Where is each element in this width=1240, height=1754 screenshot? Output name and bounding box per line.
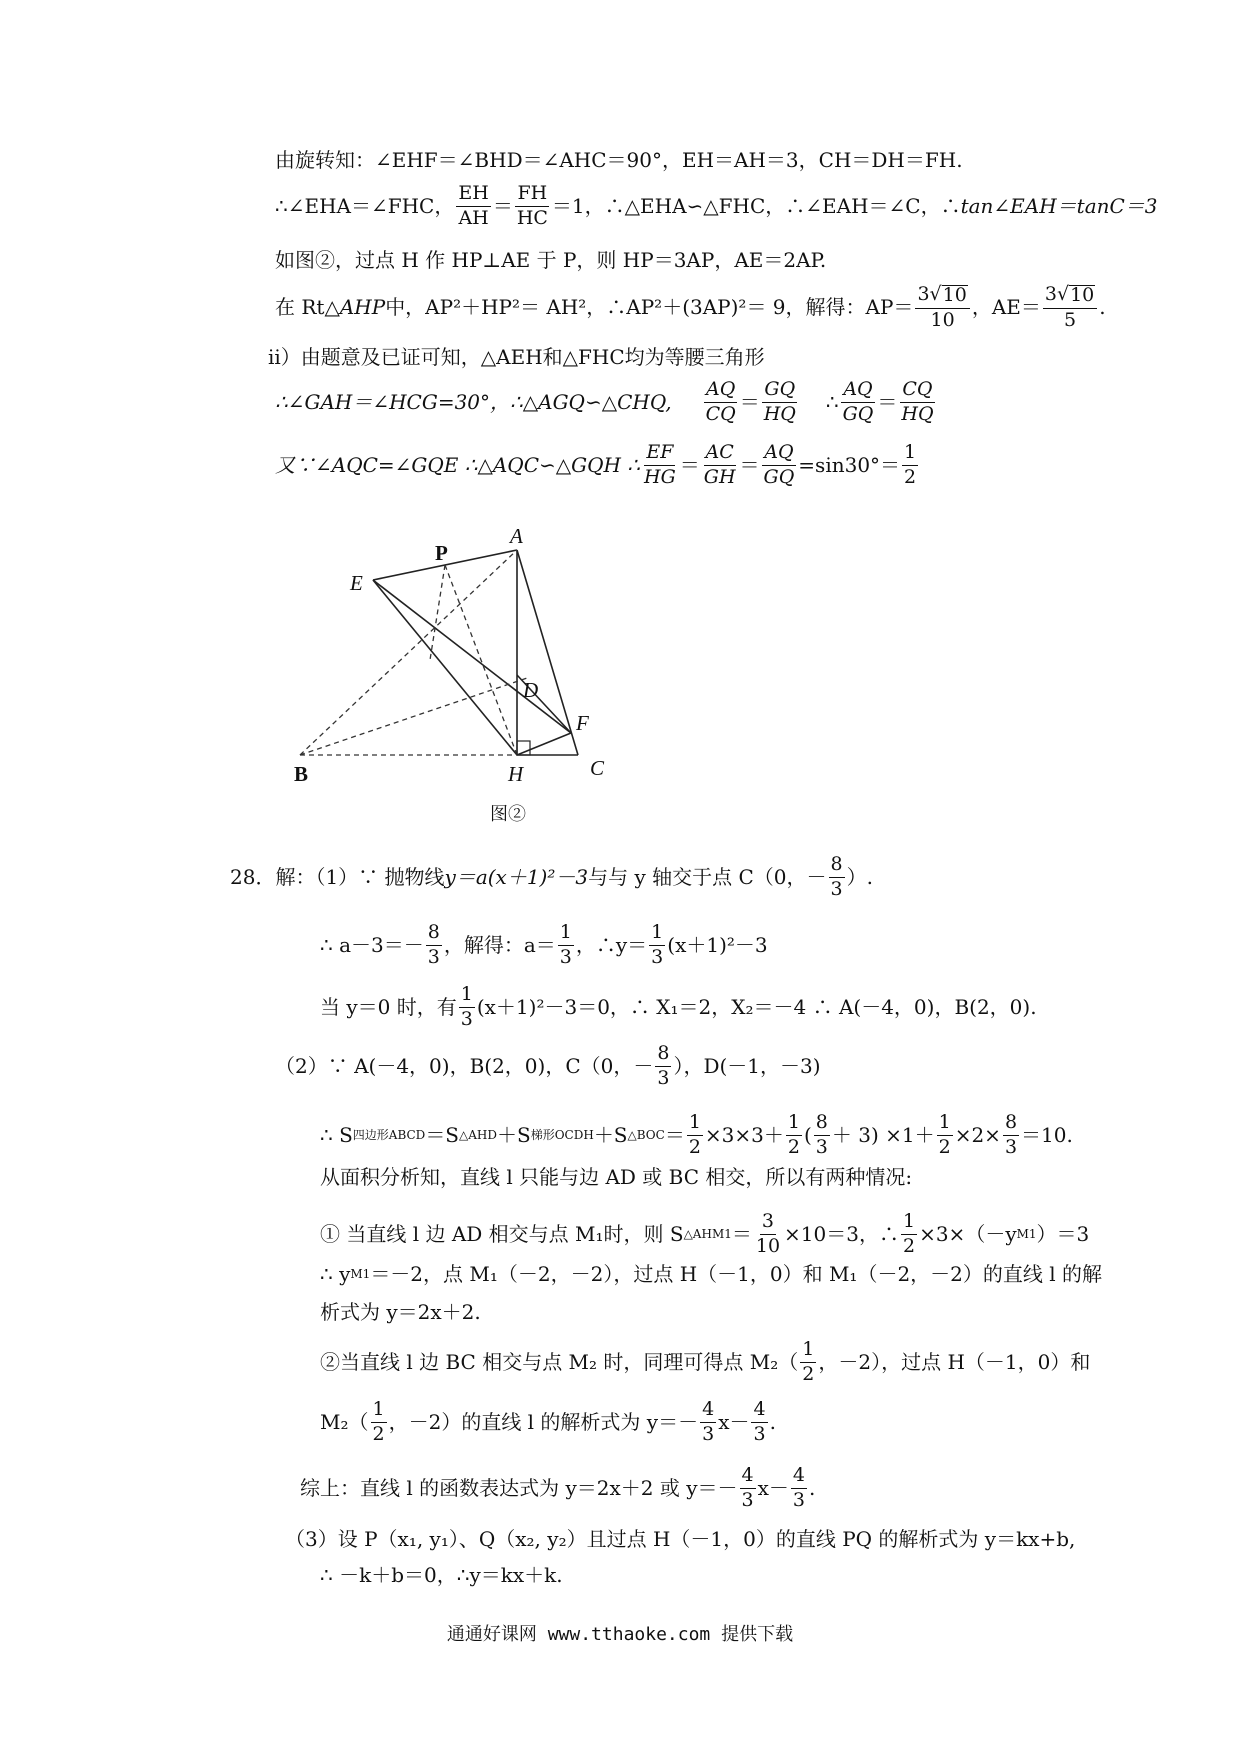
text: 与与 y 轴交于点 C（0，－ [588,864,827,889]
fraction: $\frac{1}{2}$ [802,1338,815,1385]
text-line: ∴ S 四边形ABCD ＝S △AHD ＋S 梯形OCDH ＋S △BOC ＝ $\frac{1}{2}$ ×3×3＋ $\frac{1}{2}$ ( $\frac{8}{3}$ ＋ 3) ×1＋ $\frac{1}{2}$ ×2× $\frac{8}{3}$ ＝10. [320,1111,1073,1158]
text: ∴ －k＋b＝0，∴y＝kx＋k. [320,1563,563,1587]
fraction: $\frac{8}{3}$ [1004,1111,1018,1158]
fraction: $\frac{CQ}{HQ}$ [901,378,934,425]
text-line [320,1300,481,1325]
text: 中，AP²＋HP²＝ AH²，∴AP²＋(3AP)²＝ 9，解得：AP＝ [385,295,914,320]
text-line: M₂（ $\frac{1}{2}$ ，－2）的直线 l 的解析式为 y＝－ $\frac{4}{3}$ x－ $\frac{4}{3}$ . [320,1398,776,1445]
fraction: $\frac{AQ}{GQ}$ [842,378,874,425]
text: 28．解：（1）∵ 抛物线 [230,864,445,889]
text: AHP [339,295,386,320]
text: 析式为 y＝2x＋2. [320,1300,481,1324]
label-d: D [523,678,539,702]
text-line [275,148,963,173]
text: ），D(－1，－3) [673,1053,821,1078]
fraction: $\frac{8}{3}$ [657,1042,670,1089]
text-line [285,1527,1075,1552]
fraction: $\frac{1}{2}$ [904,441,917,488]
fraction: $\frac{GQ}{HQ}$ [763,378,796,425]
segment-pd [430,565,445,660]
text: =sin30°＝ [798,452,901,477]
label-h: H [508,762,524,786]
segment-bd [300,677,530,755]
equation: y＝a(x＋1)²－3 [444,864,589,889]
text: 在 Rt△ [275,295,340,320]
footer: 通通好课网 www.tthaoke.com 提供下载 [446,1624,794,1645]
text: tan∠EAH＝tanC＝3 [960,193,1158,218]
fraction: $\frac{1}{3}$ [460,983,473,1030]
text-line: ∴∠GAH＝∠HCG=30°，∴△AGQ∽△CHQ, $\frac{AQ}{CQ}$ ＝ $\frac{GQ}{HQ}$ ∴ $\frac{AQ}{GQ}$ ＝ $\frac{CQ}{HQ}$ [275,378,934,425]
text-line [320,1563,563,1588]
fraction: $\frac{3}{10}$ [755,1210,781,1257]
text-line [275,248,826,273]
text: ，∴y＝ [575,932,648,957]
text: ∴ a－3＝－ [320,932,424,957]
label-b: B [294,762,309,786]
label-e: E [350,571,363,595]
text: . [1099,295,1106,320]
fraction: $\frac{8}{3}$ [830,853,843,900]
fraction: $\frac{1}{2}$ [938,1111,951,1158]
text: ）. [846,864,873,889]
text: (x＋1)²－3 [667,932,768,957]
text-line [320,923,768,968]
fraction: $\frac{1}{3}$ [651,921,664,968]
text-line: 综上：直线 l 的函数表达式为 y＝2x＋2 或 y＝－ $\frac{4}{3}$ x－ $\frac{4}{3}$ . [300,1464,816,1511]
text: 又∵∠AQC=∠GQE ∴△AQC∽△GQH ∴ [275,452,641,477]
fraction: 3√ 10 10 [915,285,969,331]
text: ∴∠GAH＝∠HCG=30°，∴△AGQ∽△CHQ, [275,389,672,414]
text: 如图②，过点 H 作 HP⊥AE 于 P，则 HP＝3AP，AE＝2AP. [275,248,827,272]
geometry-figure [280,515,620,795]
fraction: $\frac{AQ}{CQ}$ [705,378,736,425]
text-line [268,345,765,370]
fraction: $\frac{1}{3}$ [559,921,572,968]
fraction: $\frac{4}{3}$ [702,1398,715,1445]
text: ∴∠EHA＝∠FHC， [275,193,455,218]
fraction: $\frac{EH}{AH}$ [458,182,489,229]
text-line [230,855,873,900]
segment-ef [373,580,571,733]
fraction: $\frac{AC}{GH}$ [703,441,736,488]
label-p: P [435,541,448,565]
fraction: $\frac{FH}{HC}$ [516,182,548,229]
fraction: $\frac{1}{2}$ [372,1398,385,1445]
text: 由旋转知：∠EHF＝∠BHD＝∠AHC＝90°，EH＝AH＝3，CH＝DH＝FH. [275,148,963,172]
text: ，解得：a＝ [443,932,556,957]
fraction: $\frac{4}{3}$ [792,1464,805,1511]
text-line [275,184,1158,229]
text-line [275,285,1106,331]
text: 从面积分析知，直线 l 只能与边 AD 或 BC 相交，所以有两种情况: [320,1165,913,1189]
fraction: $\frac{1}{2}$ [787,1111,800,1158]
fraction: $\frac{1}{2}$ [902,1210,916,1257]
fraction: 3√ 10 5 [1043,285,1097,331]
label-c: C [590,756,605,780]
label-a: A [510,524,523,548]
text-line [320,1165,912,1190]
text-line [320,985,1037,1030]
text: ＝ [492,193,513,218]
text: (x＋1)²－3＝0，∴ X₁＝2，X₂＝－4 ∴ A(－4，0)，B(2，0). [476,994,1037,1019]
fraction: $\frac{4}{3}$ [753,1398,766,1445]
label-f: F [576,711,589,735]
text-line: ① 当直线 l 边 AD 相交与点 M₁时，则 S △AHM1 ＝ $\frac{3}{10}$ ×10＝3，∴ $\frac{1}{2}$ ×3×（－y M1 ）＝3 [320,1210,1090,1257]
fraction: $\frac{4}{3}$ [741,1464,754,1511]
text-line [275,1044,821,1089]
segment-ph [445,565,517,755]
text: （2）∵ A(－4，0)，B(2，0)，C（0，－ [275,1053,654,1078]
text-line: ∴ y M1 ＝－2，点 M₁（－2，－2），过点 H（－1，0）和 M₁（－2，－2）的直线 l 的解 [320,1262,1103,1286]
fraction: $\frac{AQ}{GQ}$ [763,441,795,488]
text: ＝1，∴△EHA∽△FHC，∴∠EAH＝∠C，∴ [551,193,961,218]
segment-eh [373,580,517,755]
text: 当 y＝0 时，有 [320,994,457,1019]
segment-hf [517,733,571,755]
fraction: $\frac{1}{2}$ [688,1111,701,1158]
text-line: 又∵∠AQC=∠GQE ∴△AQC∽△GQH ∴ $\frac{EF}{HG}$ ＝ $\frac{AC}{GH}$ ＝ $\frac{AQ}{GQ}$ =sin30°＝ $\frac{1}{2}$ [275,441,917,488]
segment-ac [517,550,578,755]
figure-caption: 图② [490,804,526,825]
text: （3）设 P（x₁, y₁）、Q（x₂, y₂）且过点 H（－1，0）的直线 PQ 的解析式为 y＝kx+b, [285,1527,1076,1551]
text: ii）由题意及已证可知，△AEH和△FHC均为等腰三角形 [268,345,765,369]
segment-be [300,550,517,755]
text-line: ②当直线 l 边 BC 相交与点 M₂ 时，同理可得点 M₂（ $\frac{1}{2}$ ，－2），过点 H（－1，0）和 [320,1338,1091,1385]
fraction: $\frac{EF}{HG}$ [644,441,676,488]
text: ，AE＝ [971,295,1041,320]
fraction: $\frac{8}{3}$ [815,1111,828,1158]
fraction: $\frac{8}{3}$ [427,921,440,968]
